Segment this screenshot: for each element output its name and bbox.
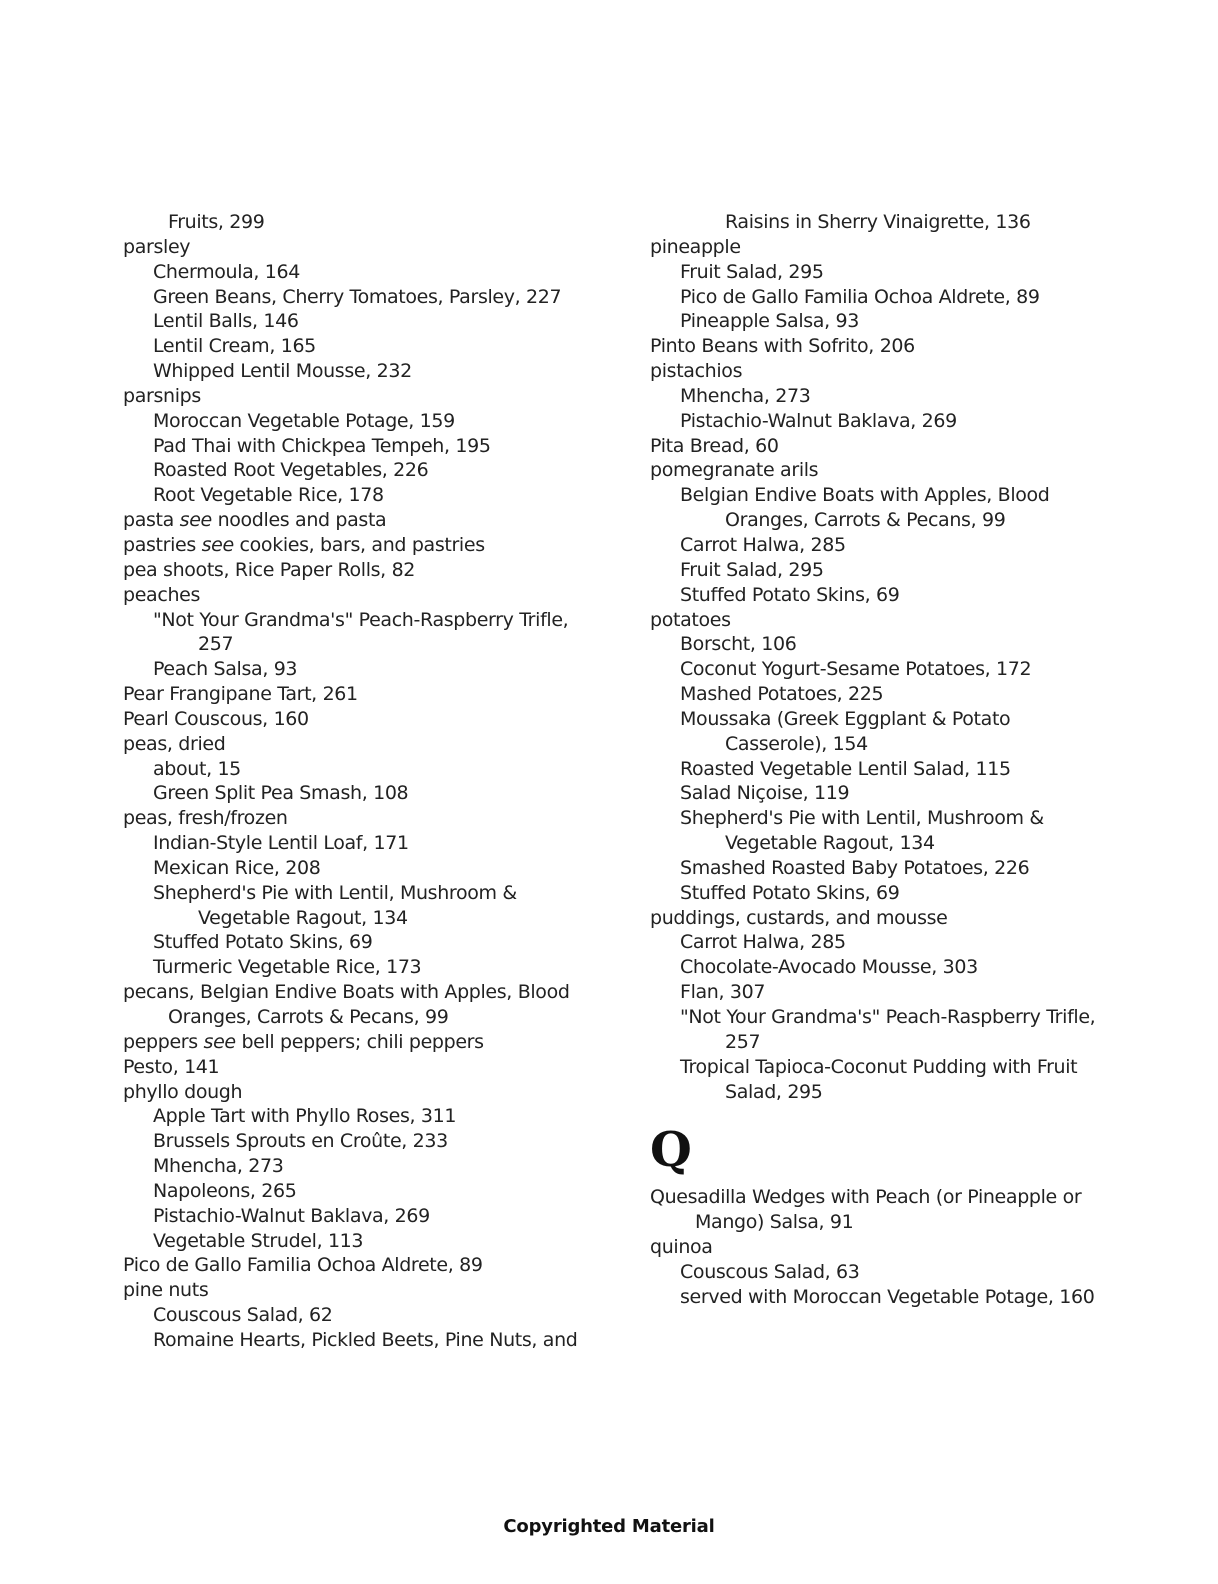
- index-subentry: [123, 483, 623, 508]
- index-subentry: [650, 881, 1120, 906]
- entry-text: Green Beans, Cherry Tomatoes, Parsley, 227: [153, 285, 562, 308]
- entry-text: Carrot Halwa, 285: [680, 931, 846, 954]
- entry-text: "Not Your Grandma's" Peach-Raspberry Trifle,: [153, 608, 569, 631]
- index-subentry: [650, 657, 1120, 682]
- entry-text: Salad Niçoise, 119: [680, 782, 850, 805]
- index-subentry: [650, 980, 1120, 1005]
- entry-text: Apple Tart with Phyllo Roses, 311: [153, 1105, 457, 1128]
- entry-text: Mhencha, 273: [153, 1155, 284, 1178]
- entry-text: Fruit Salad, 295: [680, 260, 824, 283]
- index-entry: [650, 334, 1120, 359]
- entry-text: Moroccan Vegetable Potage, 159: [153, 409, 455, 432]
- index-entry: [650, 1185, 1120, 1235]
- index-subentry: [650, 781, 1120, 806]
- entry-text: Chermoula, 164: [153, 260, 301, 283]
- entry-text: pomegranate arils: [650, 459, 819, 482]
- entry-text: phyllo dough: [123, 1080, 243, 1103]
- entry-text: Tropical Tapioca-Coconut Pudding with Fruit: [680, 1055, 1078, 1078]
- index-subentry: [650, 210, 1120, 235]
- index-subentry: [650, 583, 1120, 608]
- index-subentry: [650, 1055, 1120, 1105]
- index-entry: [650, 434, 1120, 459]
- entry-text: Green Split Pea Smash, 108: [153, 782, 409, 805]
- entry-text: pistachios: [650, 360, 743, 383]
- entry-text: Roasted Root Vegetables, 226: [153, 459, 429, 482]
- entry-text: Chocolate-Avocado Mousse, 303: [680, 956, 978, 979]
- entry-text: "Not Your Grandma's" Peach-Raspberry Trifle,: [680, 1006, 1096, 1028]
- index-subentry: [650, 558, 1120, 583]
- entry-text: Quesadilla Wedges with Peach (or Pineapple or: [650, 1186, 1082, 1209]
- index-subentry: [650, 1285, 1120, 1310]
- entry-text: Pearl Couscous, 160: [123, 707, 309, 730]
- index-subentry: [650, 707, 1120, 757]
- entry-continuation: Casserole), 154: [725, 732, 868, 755]
- index-subentry: [123, 608, 623, 658]
- index-subentry: [650, 955, 1120, 980]
- index-subentry: [650, 533, 1120, 558]
- entry-text: Couscous Salad, 63: [680, 1260, 860, 1283]
- index-term: peppers: [123, 1030, 204, 1053]
- entry-text: Pistachio-Walnut Baklava, 269: [153, 1204, 430, 1227]
- entry-text: peas, fresh/frozen: [123, 807, 288, 830]
- entry-text: Whipped Lentil Mousse, 232: [153, 360, 412, 383]
- entry-text: Mhencha, 273: [680, 384, 811, 407]
- index-subentry: [123, 1204, 623, 1229]
- entry-text: potatoes: [650, 608, 731, 631]
- index-subentry: [650, 682, 1120, 707]
- index-entry: [123, 1278, 623, 1303]
- entry-text: Smashed Roasted Baby Potatoes, 226: [680, 856, 1030, 879]
- entry-text: Pinto Beans with Sofrito, 206: [650, 335, 915, 358]
- entry-text: parsley: [123, 235, 191, 258]
- index-subentry: [650, 1005, 1120, 1055]
- index-entry: [123, 1080, 623, 1105]
- index-subentry: [123, 1328, 623, 1353]
- index-entry: [123, 210, 623, 235]
- index-entry: [123, 682, 623, 707]
- entry-text: Root Vegetable Rice, 178: [153, 484, 384, 507]
- entry-text: Pico de Gallo Familia Ochoa Aldrete, 89: [123, 1254, 483, 1277]
- entry-text: Pad Thai with Chickpea Tempeh, 195: [153, 434, 491, 457]
- index-entry: [650, 359, 1120, 384]
- index-entry: [123, 533, 623, 558]
- index-subentry: [123, 285, 623, 310]
- entry-text: Flan, 307: [680, 981, 766, 1004]
- entry-text: Shepherd's Pie with Lentil, Mushroom &: [680, 807, 1044, 830]
- entry-text: Mexican Rice, 208: [153, 856, 321, 879]
- index-entry: [123, 583, 623, 608]
- entry-text: Vegetable Strudel, 113: [153, 1229, 364, 1252]
- entry-text: pineapple: [650, 235, 741, 258]
- entry-text: Stuffed Potato Skins, 69: [153, 931, 373, 954]
- index-entry: [123, 707, 623, 732]
- entry-text: pine nuts: [123, 1279, 209, 1302]
- entry-text: Brussels Sprouts en Croûte, 233: [153, 1130, 448, 1153]
- entry-continuation: Vegetable Ragout, 134: [198, 906, 408, 929]
- index-subentry: [123, 881, 623, 931]
- entry-text: peaches: [123, 583, 201, 606]
- entry-text: Peach Salsa, 93: [153, 658, 298, 681]
- entry-text: Fruits, 299: [168, 211, 265, 233]
- index-subentry: [650, 384, 1120, 409]
- index-subentry: [650, 930, 1120, 955]
- index-subentry: [123, 260, 623, 285]
- entry-text: Roasted Vegetable Lentil Salad, 115: [680, 757, 1011, 780]
- see-reference-target: noodles and pasta: [211, 509, 387, 532]
- index-subentry: [123, 1154, 623, 1179]
- index-subentry: [650, 856, 1120, 881]
- index-subentry: [123, 1104, 623, 1129]
- index-subentry: [650, 260, 1120, 285]
- index-subentry: [123, 657, 623, 682]
- index-entry: [650, 608, 1120, 633]
- entry-text: Carrot Halwa, 285: [680, 533, 846, 556]
- entry-text: about, 15: [153, 757, 241, 780]
- index-entry: [123, 806, 623, 831]
- index-entry: [650, 1235, 1120, 1260]
- see-reference-word: see: [179, 509, 212, 532]
- index-subentry: [650, 632, 1120, 657]
- index-subentry: [123, 1303, 623, 1328]
- entry-text: Pesto, 141: [123, 1055, 220, 1078]
- index-entry: [123, 508, 623, 533]
- entry-text: Pita Bread, 60: [650, 434, 779, 457]
- index-subentry: [123, 1129, 623, 1154]
- entry-text: Mashed Potatoes, 225: [680, 683, 884, 706]
- entry-continuation: 257: [725, 1030, 761, 1053]
- entry-text: Pear Frangipane Tart, 261: [123, 683, 358, 706]
- see-reference-word: see: [201, 533, 234, 556]
- see-reference-target: bell peppers; chili peppers: [235, 1030, 484, 1053]
- index-subentry: [123, 930, 623, 955]
- entry-text: Borscht, 106: [680, 633, 797, 656]
- entry-text: Raisins in Sherry Vinaigrette, 136: [725, 211, 1031, 233]
- see-reference-word: see: [203, 1030, 236, 1053]
- index-term: pastries: [123, 533, 202, 556]
- entry-text: parsnips: [123, 384, 201, 407]
- index-subentry: [123, 781, 623, 806]
- entry-text: Pistachio-Walnut Baklava, 269: [680, 409, 957, 432]
- entry-text: Stuffed Potato Skins, 69: [680, 881, 900, 904]
- index-subentry: [123, 434, 623, 459]
- index-entry: [123, 558, 623, 583]
- entry-continuation: Oranges, Carrots & Pecans, 99: [725, 509, 1006, 532]
- entry-text: peas, dried: [123, 732, 226, 755]
- entry-continuation: 257: [198, 633, 234, 656]
- entry-text: Lentil Cream, 165: [153, 335, 316, 358]
- index-entry: [123, 384, 623, 409]
- entry-text: Moussaka (Greek Eggplant & Potato: [680, 707, 1011, 730]
- index-subentry: [650, 1260, 1120, 1285]
- index-subentry: [650, 757, 1120, 782]
- index-entry: [123, 980, 623, 1030]
- entry-text: Fruit Salad, 295: [680, 558, 824, 581]
- entry-text: Pico de Gallo Familia Ochoa Aldrete, 89: [680, 285, 1040, 308]
- index-entry: [650, 458, 1120, 483]
- index-subentry: [650, 483, 1120, 533]
- index-subentry: [123, 955, 623, 980]
- entry-text: Napoleons, 265: [153, 1179, 297, 1202]
- index-subentry: [123, 757, 623, 782]
- index-subentry: [123, 1179, 623, 1204]
- index-entry: [123, 1253, 623, 1278]
- index-subentry: [123, 409, 623, 434]
- entry-text: pecans, Belgian Endive Boats with Apples, Blood: [123, 981, 570, 1004]
- index-subentry: [123, 856, 623, 881]
- entry-text: Belgian Endive Boats with Apples, Blood: [680, 484, 1050, 507]
- index-entry: [650, 906, 1120, 931]
- index-entry: [650, 235, 1120, 260]
- index-subentry: [123, 359, 623, 384]
- entry-text: Turmeric Vegetable Rice, 173: [153, 956, 422, 979]
- index-subentry: [650, 409, 1120, 434]
- index-term: pasta: [123, 509, 180, 532]
- index-entry: [123, 732, 623, 757]
- index-entry: [123, 235, 623, 260]
- index-subentry: [650, 285, 1120, 310]
- index-subentry: [123, 1229, 623, 1254]
- index-subentry: [123, 458, 623, 483]
- entry-text: Pineapple Salsa, 93: [680, 310, 859, 333]
- entry-text: Shepherd's Pie with Lentil, Mushroom &: [153, 881, 517, 904]
- index-subentry: [123, 309, 623, 334]
- entry-continuation: Mango) Salsa, 91: [695, 1211, 854, 1234]
- index-subentry: [650, 806, 1120, 856]
- entry-text: Indian-Style Lentil Loaf, 171: [153, 832, 409, 855]
- section-letter: Q: [650, 1122, 692, 1179]
- entry-continuation: Salad, 295: [725, 1080, 823, 1103]
- index-column-right: [650, 210, 1120, 1310]
- entry-text: Lentil Balls, 146: [153, 310, 299, 333]
- entry-continuation: Vegetable Ragout, 134: [725, 832, 935, 855]
- entry-text: quinoa: [650, 1236, 713, 1259]
- index-entry: [123, 1030, 623, 1055]
- entry-text: Romaine Hearts, Pickled Beets, Pine Nuts, and: [153, 1328, 578, 1351]
- entry-text: puddings, custards, and mousse: [650, 906, 948, 929]
- entry-text: Couscous Salad, 62: [153, 1304, 333, 1327]
- entry-text: served with Moroccan Vegetable Potage, 160: [680, 1285, 1095, 1308]
- index-subentry: [123, 334, 623, 359]
- entry-continuation: Oranges, Carrots & Pecans, 99: [168, 1006, 449, 1028]
- copyright-footer: Copyrighted Material: [503, 1516, 715, 1537]
- entry-text: pea shoots, Rice Paper Rolls, 82: [123, 558, 416, 581]
- entry-text: Stuffed Potato Skins, 69: [680, 583, 900, 606]
- index-column-left: [123, 210, 623, 1353]
- see-reference-target: cookies, bars, and pastries: [233, 533, 485, 556]
- index-subentry: [123, 831, 623, 856]
- index-subentry: [650, 309, 1120, 334]
- index-entry: [123, 1055, 623, 1080]
- entry-text: Coconut Yogurt-Sesame Potatoes, 172: [680, 658, 1032, 681]
